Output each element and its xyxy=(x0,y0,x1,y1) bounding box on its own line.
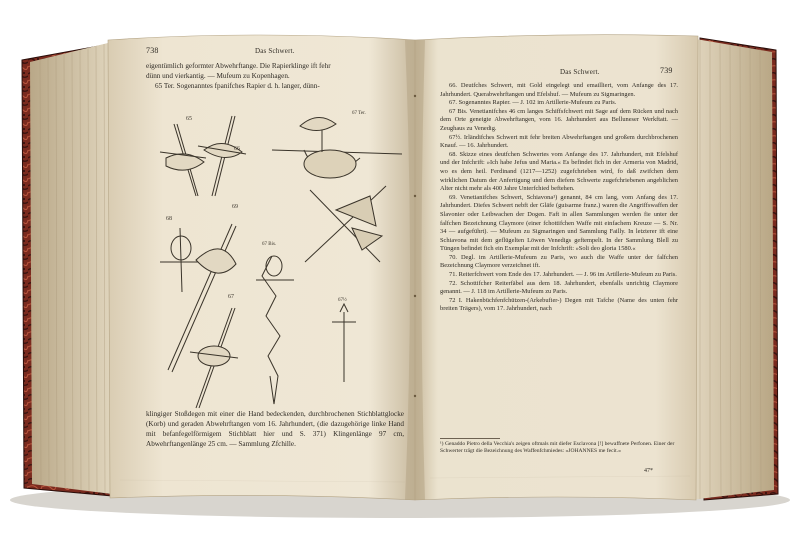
left-intro-line: eigentümlich geformter Abwehrftange. Die Rapierklinge ift fehr xyxy=(146,62,331,70)
entry-66: 66. Deutfches Schwert, mit Gold eingelegt und emailliert, vom Anfange des 17. Jahrhundert. Querabwehrftangen und Efelshuf. — Mufeum zu Sigmaringen. xyxy=(440,82,678,98)
entry-70: 70. Degl. im Artillerie-Mufeum zu Paris, wo auch die Waffe unter der falfchen Bezeichnung Claymore verzeichnet ift. xyxy=(440,253,678,270)
right-body-text xyxy=(440,82,678,314)
left-intro-line: dünn und vierkantig. — Mufeum zu Kopenhagen. xyxy=(146,71,290,80)
signature-mark: 47* xyxy=(644,468,653,474)
figure-label-66: 66 xyxy=(234,146,240,152)
entry-72i: 72 I. Hakenbüchfenfchützen-(Arkebufier-) Degen mit Tafche (Name des unten fehr breiten Trägers), vom 17. Jahrhundert, nach xyxy=(440,296,678,313)
figure-label-69: 69 xyxy=(232,204,238,210)
left-closing-text xyxy=(146,410,404,450)
left-closing-paragraph: klingiger Stoßdegen mit einer die Hand bedeckenden, durchbrochenen Stichblattglocke (Korb) und geraden Abwehrftangen vom 16. Jahrhundert, (die dazugehörige linke Hand mit befanfegelförmigem Stichblatt hier und S. 371) Klingenlänge 97 cm, Abwehrftangenlänge 25 cm. — Sammlung Zfchille. xyxy=(146,410,404,448)
footnote: ¹) Genaddo Pietro della Vecchia's zeigen oftmals mit diefer Esclavona [!] bewaffnete Perfonen. Einer der Schwerter trägt die Bezeichnung des Waffenfchmiedes: »JOHANNES me fecit.« xyxy=(440,441,675,455)
left-intro-text xyxy=(146,62,404,92)
figure-label-67half: 67½ xyxy=(338,298,347,303)
left-page-edges xyxy=(30,42,112,494)
footnote-rule xyxy=(440,438,500,439)
figure-label-67ter: 67 Ter. xyxy=(352,111,366,116)
figure-label-67: 67 xyxy=(228,294,234,300)
right-page-edges xyxy=(690,38,774,500)
entry-67half: 67½. Irländifches Schwert mit fehr breiten Abwehrftangen und großem durchbrochenen Knauf. — 16. Jahrhundert. xyxy=(440,133,678,150)
entry-72: 72. Schottifcher Reiterfäbel aus dem 18. Jahrhundert, ebenfalls unrichtig Claymore genannt. — J. 118 im Artillerie-Mufeum zu Paris. xyxy=(440,279,678,296)
left-intro-line: 65 Ter. Sogenanntes fpanifches Rapier d. h. langer, dünn- xyxy=(155,81,320,90)
right-running-head: Das Schwert. xyxy=(560,68,600,76)
entry-67bis: 67 Bis. Venetianifches 46 cm langes Schiffsfchwert mit Sage auf dem Rücken und nach dem Orte geneigte Abwehrftangen, vom 16. Jahrhundert aus Belluneser Werkftatt. — Zeughaus zu Venedig. xyxy=(440,107,678,132)
figure-label-65: 65 xyxy=(186,116,192,122)
figure-label-67bis: 67 Bis. xyxy=(262,242,277,247)
entry-67: 67. Sogenanntes Rapier. — J. 102 im Artillerie-Mufeum zu Paris. xyxy=(449,99,617,107)
entry-69: 69. Venetianifches Schwert, Schiavona¹) genannt, 84 cm lang, vom Anfang des 17. Jahrhundert. Diefes Schwert nebft der Gläfe (guisarme franz.) waren die Angriffswaffen der Slavonier oder Leibwachen der Dogen. Faft in allen Sammlungen werden fie unter der falfchen Bezeichnung Claymore (einer fchottifchen Waffe mit einfachem Kreuze — S. Nr. 34 — aufgeführt). — Mufeum zu Sigmaringen und Sammlung Failly. In letzterer ift eine Schiavona mit dem geflügelten Löwen Venedigs geftempelt. In der Sammlung Blell zu Tüngen befindet fich ein Exemplar mit der Infchrift: »Soli deo gloria 1580.« xyxy=(440,193,678,253)
right-page-number: 739 xyxy=(660,66,673,75)
left-running-head: Das Schwert. xyxy=(255,47,295,55)
left-page-number: 738 xyxy=(146,46,159,55)
figure-label-68: 68 xyxy=(166,216,172,222)
entry-68: 68. Skizze eines deutfchen Schwertes vom Anfange des 17. Jahrhundert, mit Efelshuf und der Infchrift: »Ich habe Jefus und Maria.« Es befindet fich in der Armeria von Madrid, wo es dem heil. Ferdinand (1217—1252) zugefchrieben wird, fo daß zwifchen dem wirklichen Datum der Anfertigung und dem diefem Schwerte zugefchriebenen angeblichen Alter nicht mehr als 400 Jahre Unterfchied beftehen. xyxy=(440,150,678,193)
entry-71: 71. Reiterfchwert vom Ende des 17. Jahrhundert. — J. 96 im Artillerie-Mufeum zu Paris. xyxy=(449,271,677,279)
